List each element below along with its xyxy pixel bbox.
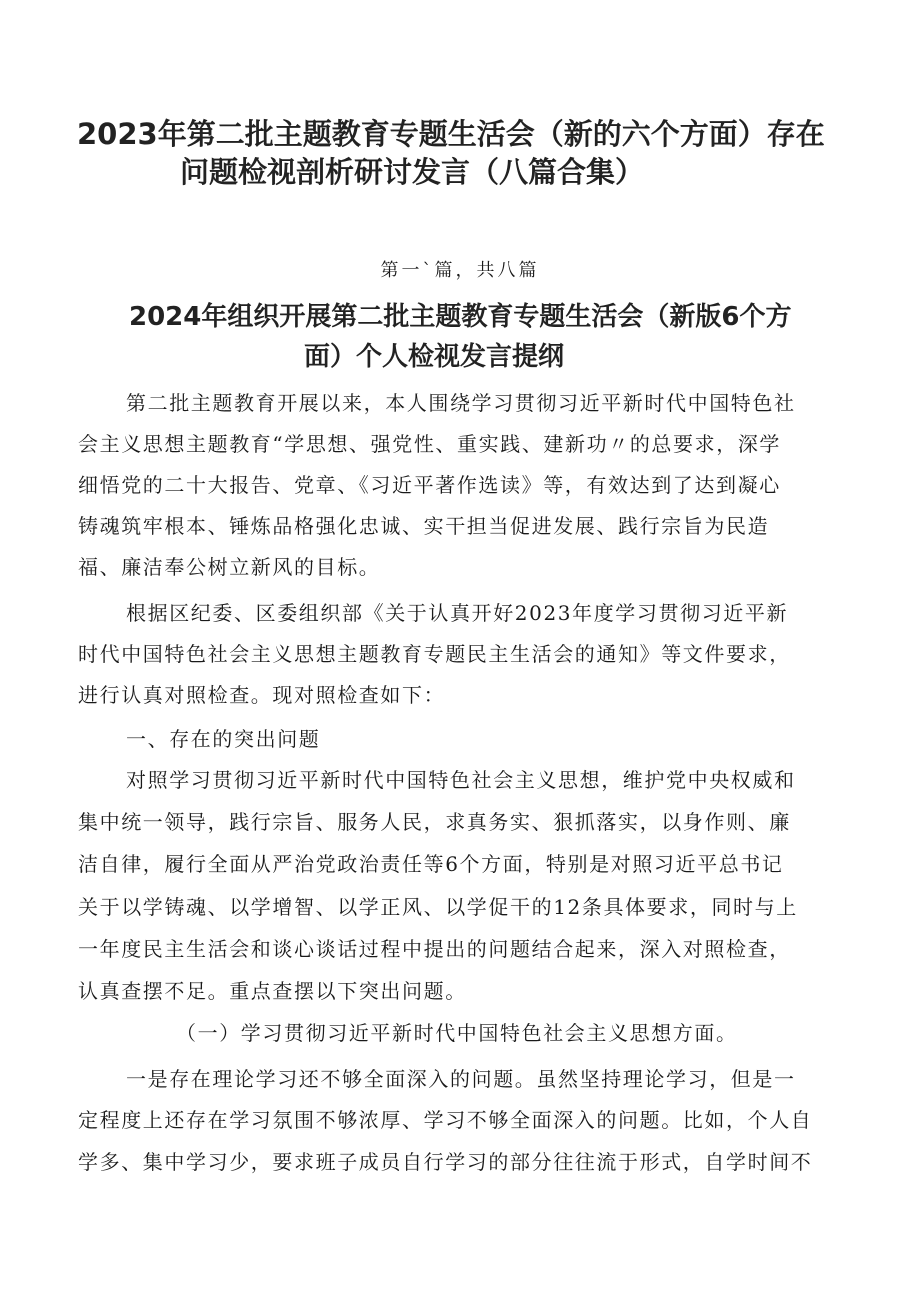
body-line: 定程度上还存在学习氛围不够浓厚、学习不够全面深入的问题。比如，个人自 (78, 1108, 813, 1132)
subsection-heading: （一）学习贯彻习近平新时代中国特色社会主义思想方面。 (176, 1021, 738, 1045)
body-line: 认真查摆不足。重点查摆以下突出问题。 (78, 979, 467, 1003)
body-line: 集中统一领导，践行宗旨、服务人民，求真务实、狠抓落实，以身作则、廉 (78, 810, 791, 834)
body-line: 关于以学铸魂、以学增智、以学正风、以学促干的12条具体要求，同时与上 (78, 895, 798, 919)
body-line: 进行认真对照检查。现对照检查如下： (78, 683, 446, 707)
body-line: 铸魂筑牢根本、锤炼品格强化忠诚、实干担当促进发展、践行宗旨为民造 (78, 514, 770, 538)
body-line: 第二批主题教育开展以来，本人围绕学习贯彻习近平新时代中国特色社 (126, 391, 796, 415)
body-line: 对照学习贯彻习近平新时代中国特色社会主义思想，维护党中央权威和 (126, 768, 796, 792)
body-line: 会主义思想主题教育“学思想、强党性、重实践、建新功〃的总要求，深学 (78, 432, 782, 456)
body-line: 一年度民主生活会和谈心谈话过程中提出的问题结合起来，深入对照检查， (78, 937, 791, 961)
part-label: 第一`篇，共八篇 (380, 260, 540, 281)
body-line: 一是存在理论学习还不够全面深入的问题。虽然坚持理论学习，但是一 (126, 1067, 796, 1091)
section-title-line-2: 面）个人检视发言提纲 (304, 342, 565, 372)
body-line: 细悟党的二十大报告、党章、《习近平著作选读》等，有效达到了达到凝心 (78, 473, 781, 497)
section-title-line-1: 2024年组织开展第二批主题教育专题生活会（新版6个方 (129, 302, 792, 332)
section-heading: 一、存在的突出问题 (126, 727, 321, 751)
document-title-line-1: 2023年第二批主题教育专题生活会（新的六个方面）存在 (77, 117, 825, 151)
body-line: 洁自律，履行全面从严治党政治责任等6个方面，特别是对照习近平总书记 (78, 852, 784, 876)
body-line: 时代中国特色社会主义思想主题教育专题民主生活会的通知》等文件要求， (78, 642, 791, 666)
document-title-line-2: 问题检视剖析研讨发言（八篇合集） (180, 155, 645, 189)
body-line: 福、廉洁奉公树立新风的目标。 (78, 555, 381, 579)
body-line: 学多、集中学习少，要求班子成员自行学习的部分往往流于形式，自学时间不 (78, 1150, 813, 1174)
body-line: 根据区纪委、区委组织部《关于认真开好2023年度学习贯彻习近平新 (126, 601, 789, 625)
